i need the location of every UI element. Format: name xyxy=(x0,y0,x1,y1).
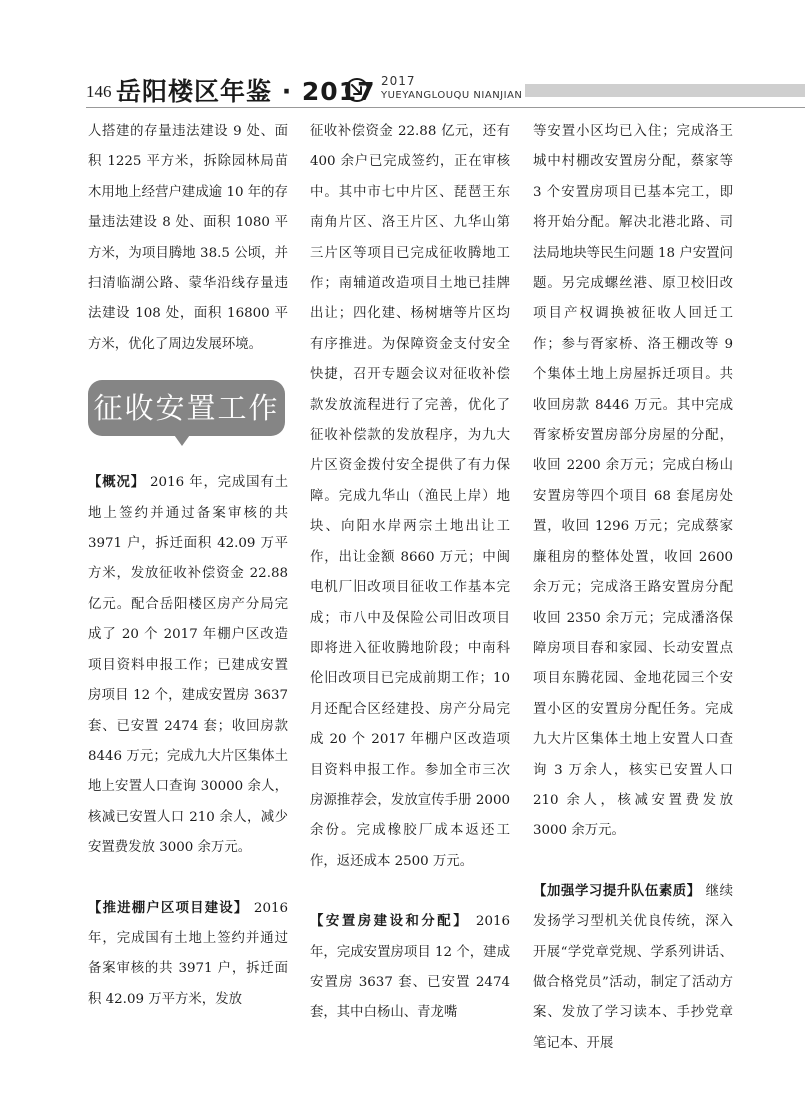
header-bar xyxy=(525,84,805,97)
col1-p3-text: 2016 年，完成国有土地上签约并通过备案审核的共 3971 户，拆迁面积 42.09 万平方米，发放 xyxy=(88,900,289,1007)
col1-p2-label: 【概况】 xyxy=(88,475,145,491)
col1-paragraph-1: 人搭建的存量违法建设 9 处、面积 1225 平方米，拆除园林局苗木用地上经营户建成逾 10 年的存量违法建设 8 处、面积 1080 平方米，为项目腾地 38.5 公顷，并扫清临湖公路、蒙华沿线存量违法建设 108 处，面积 16800 平方米，优化了周边发展环境。 xyxy=(88,124,288,352)
col3-p2-label: 【加强学习提升队伍素质】 xyxy=(533,883,701,899)
column-3 xyxy=(533,117,733,1059)
column-2 xyxy=(310,117,510,1029)
header-pinyin: YUEYANGLOUQU NIANJIAN xyxy=(381,90,523,101)
section-heading-text: 征收安置工作 xyxy=(93,391,280,426)
column-1 xyxy=(88,117,288,1015)
col1-paragraph-2 xyxy=(88,468,288,863)
header-rule xyxy=(86,107,805,108)
circle-arrow-icon xyxy=(344,77,370,103)
col3-p2-text: 继续发扬学习型机关优良传统，深入开展“学党章党规、学系列讲话、做合格党员”活动，制定了活动方案、发放了学习读本、手抄党章笔记本、开展 xyxy=(533,883,733,1051)
col3-paragraph-1: 等安置小区均已入住；完成洛王城中村棚改安置房分配，蔡家等 3 个安置房项目已基本完工，即将开始分配。解决北港北路、司法局地块等民生问题 18 户安置问题。另完成螺丝港、原卫校旧改项目产权调换被征收人回迁工作；参与胥家桥、洛王棚改等 9 个集体土地上房屋拆迁项目。共收回房款 8446 万元。其中完成胥家桥安置房部分房屋的分配，收回 2200 余万元；完成白杨山安置房等四个项目 68 套尾房处置，收回 1296 万元；完成蔡家廉租房的整体处置，收回 2600 余万元；完成洛王路安置房分配收回 2350 余万元；完成潘洛保障房项目春和家园、长动安置点项目东腾花园、金地花园三个安置小区的安置房分配任务。完成九大片区集体土地上安置人口查询 3 万余人，核实已安置人口 210 余人，核减安置费发放 3000 余万元。 xyxy=(533,124,733,839)
col1-paragraph-3 xyxy=(88,894,288,1016)
col1-p2-text: 2016 年，完成国有土地上签约并通过备案审核的共 3971 户，拆迁面积 42.09 万平方米，发放征收补偿资金 22.88 亿元。配合岳阳楼区房产分局完成了 20 个 2017 年棚户区改造项目资料申报工作；已建成安置房项目 12 个，建成安置房 3637 套、已安置 2474 套；收回房款 8446 万元；完成九大片区集体土地上安置人口查询 30000 余人，核减已安置人口 210 余人，减少安置费发放 3000 余万元。 xyxy=(88,475,289,856)
col1-p3-label: 【推进棚户区项目建设】 xyxy=(88,900,249,916)
col3-paragraph-2 xyxy=(533,877,733,1059)
header-year: 2017 xyxy=(381,74,416,88)
page-header xyxy=(0,0,805,112)
col2-paragraph-1: 征收补偿资金 22.88 亿元，还有 400 余户已完成签约，正在审核中。其中市七中片区、琵琶王东南角片区、洛王片区、九华山第三片区等项目已完成征收腾地工作；南辅道改造项目土地已挂牌出让；四化建、杨树塘等片区均有序推进。为保障资金支付安全快捷，召开专题会议对征收补偿款发放流程进行了完善，优化了征收补偿款的发放程序，为九大片区资金拨付安全提供了有力保障。完成九华山（渔民上岸）地块、向阳水岸两宗土地出让工作，出让金额 8660 万元；中闽电机厂旧改项目征收工作基本完成；市八中及保险公司旧改项目即将进入征收腾地阶段；中南科伦旧改项目已完成前期工作；10 月还配合区经建投、房产分局完成 20 个 2017 年棚户区改造项目资料申报工作。参加全市三次房源推荐会，发放宣传手册 2000 余份。完成橡胶厂成本返还工作，返还成本 2500 万元。 xyxy=(310,124,510,869)
book-title: 岳阳楼区年鉴 · 2017 xyxy=(116,77,376,106)
col2-p2-label: 【安置房建设和分配】 xyxy=(310,914,470,930)
section-heading-tail xyxy=(172,432,192,446)
section-heading xyxy=(88,380,285,440)
col2-p2-text: 2016 年，完成安置房项目 12 个，建成安置房 3637 套、已安置 2474 套，其中白杨山、青龙嘴 xyxy=(310,914,510,1021)
page-number: 146 xyxy=(86,82,112,101)
col2-paragraph-2 xyxy=(310,907,510,1029)
